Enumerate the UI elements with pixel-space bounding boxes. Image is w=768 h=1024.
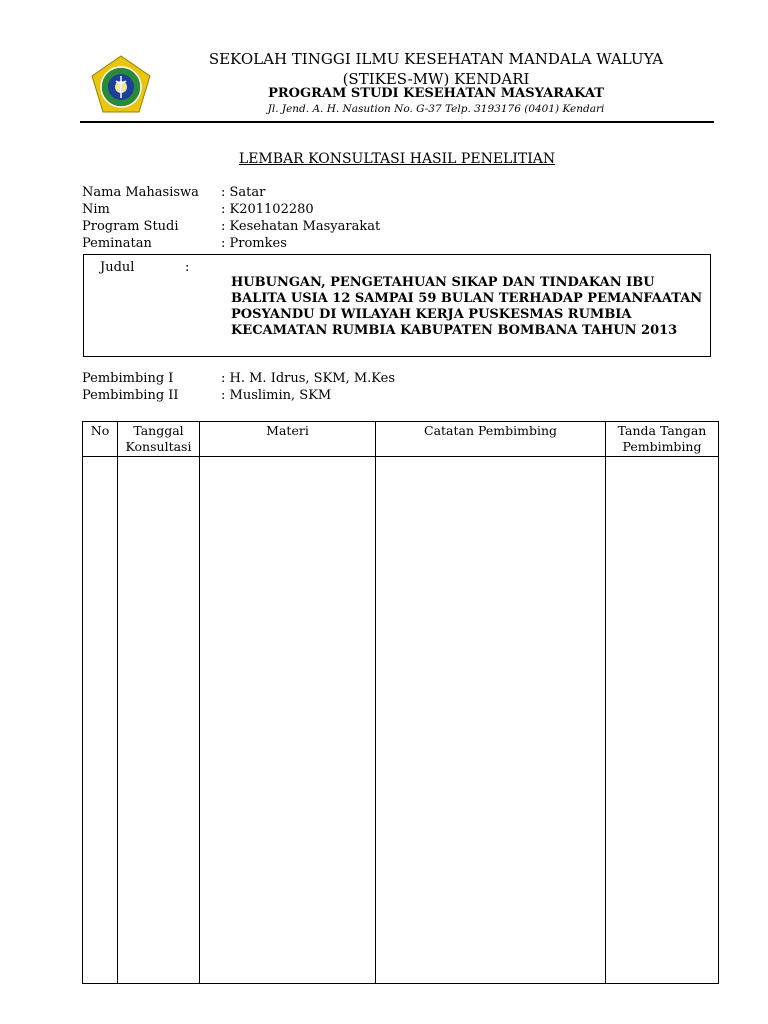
- document-title: LEMBAR KONSULTASI HASIL PENELITIAN: [238, 151, 556, 167]
- judul-line: BALITA USIA 12 SAMPAI 59 BULAN TERHADAP PEMANFAATAN: [231, 291, 703, 306]
- school-address: Jl. Jend. A. H. Nasution No. G-37 Telp. 3193176 (0401) Kendari: [267, 103, 605, 115]
- school-name: SEKOLAH TINGGI ILMU KESEHATAN MANDALA WALUYA: [208, 50, 664, 68]
- pembimbing2-label: Pembimbing II: [82, 388, 179, 403]
- judul-line: POSYANDU DI WILAYAH KERJA PUSKESMAS RUMBIA: [231, 307, 632, 322]
- cell-catatan[interactable]: [376, 457, 606, 984]
- col-header-no: No: [83, 422, 118, 457]
- institution-logo: [88, 54, 154, 116]
- col-header-tanggal: Tanggal Konsultasi: [118, 422, 200, 457]
- table-row: [83, 457, 719, 984]
- study-program: PROGRAM STUDI KESEHATAN MASYARAKAT: [268, 86, 604, 101]
- col-header-catatan: Catatan Pembimbing: [376, 422, 606, 457]
- nim-label: Nim: [82, 202, 110, 217]
- cell-materi[interactable]: [200, 457, 376, 984]
- judul-line: HUBUNGAN, PENGETAHUAN SIKAP DAN TINDAKAN IBU: [231, 275, 655, 290]
- cell-no[interactable]: [83, 457, 118, 984]
- cell-tanggal[interactable]: [118, 457, 200, 984]
- pembimbing2-value: : Muslimin, SKM: [221, 388, 332, 403]
- pembimbing1-value: : H. M. Idrus, SKM, M.Kes: [221, 371, 396, 386]
- peminatan-label: Peminatan: [82, 236, 152, 251]
- cell-ttd[interactable]: [606, 457, 719, 984]
- consultation-table: [82, 421, 719, 984]
- prodi-label: Program Studi: [82, 219, 179, 234]
- school-abbreviation: (STIKES-MW) KENDARI: [342, 70, 530, 88]
- pembimbing1-label: Pembimbing I: [82, 371, 174, 386]
- judul-label: Judul: [100, 260, 135, 275]
- nim-value: : K201102280: [221, 202, 314, 217]
- judul-colon: :: [185, 260, 190, 275]
- col-header-materi: Materi: [200, 422, 376, 457]
- judul-line: KECAMATAN RUMBIA KABUPATEN BOMBANA TAHUN 2013: [231, 323, 678, 338]
- nama-label: Nama Mahasiswa: [82, 185, 199, 200]
- table-header-row: [83, 422, 719, 457]
- prodi-value: : Kesehatan Masyarakat: [221, 219, 381, 234]
- header-divider: [80, 121, 714, 123]
- col-header-ttd: Tanda Tangan Pembimbing: [606, 422, 719, 457]
- nama-value: : Satar: [221, 185, 266, 200]
- peminatan-value: : Promkes: [221, 236, 287, 251]
